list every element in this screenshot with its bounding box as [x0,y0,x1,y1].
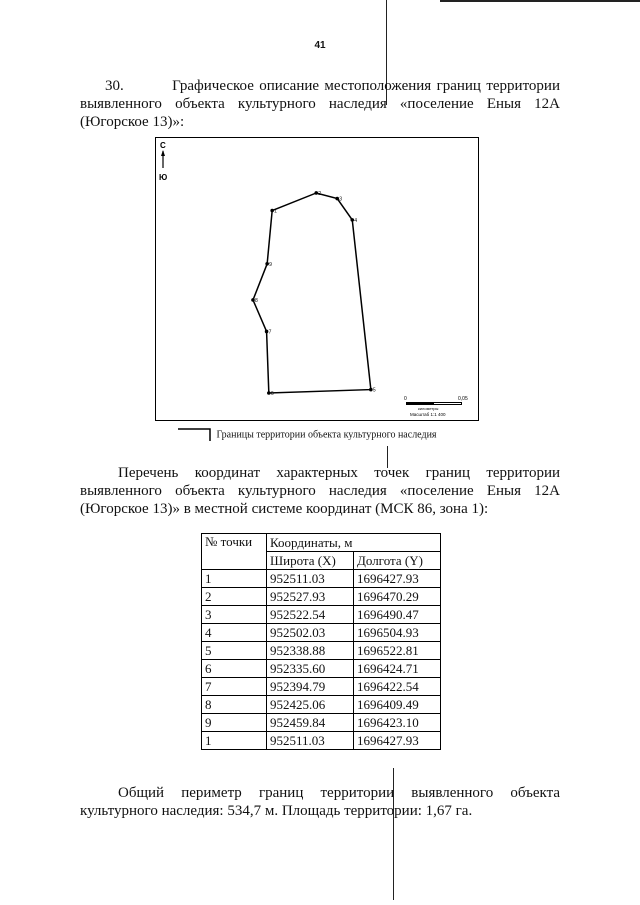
table-row [202,660,441,678]
lon-cell: 1696409.49 [354,696,441,714]
table-header-row [202,534,441,552]
section-number: 30. [105,78,124,94]
lon-cell: 1696470.29 [354,588,441,606]
point-label: 9 [269,261,272,268]
point-cell: 5 [202,642,267,660]
point-label: 8 [255,297,258,304]
lat-cell: 952335.60 [267,660,354,678]
point-label: 5 [372,387,376,394]
lat-cell: 952338.88 [267,642,354,660]
table-row [202,642,441,660]
table-body [202,570,441,750]
lat-cell: 952511.03 [267,732,354,750]
point-label: 6 [270,391,274,397]
map-legend [178,428,437,442]
top-right-rule [440,0,640,2]
lon-cell: 1696423.10 [354,714,441,732]
point-cell: 1 [202,570,267,588]
point-cell: 9 [202,714,267,732]
col-point-header: № точки [202,534,267,570]
section-heading [80,77,560,131]
point-label: 1 [274,208,277,215]
scale-start: 0 [404,396,407,402]
legend-text: Границы территории объекта культурного наследия [216,429,437,441]
summary [80,784,560,820]
col-lon-header: Долгота (Y) [354,552,441,570]
coordinates-table [201,533,441,750]
lat-cell: 952459.84 [267,714,354,732]
south-label: Ю [159,173,168,182]
col-lat-header: Широта (X) [267,552,354,570]
lat-cell: 952502.03 [267,624,354,642]
summary-line-2: культурного наследия: 534,7 м. Площадь территории: 1,67 га. [80,803,473,819]
coords-intro-line-1: Перечень координат характерных точек границ территории [118,465,560,481]
table-row [202,714,441,732]
table-row [202,732,441,750]
north-label: С [160,141,166,150]
table-row [202,696,441,714]
lon-cell: 1696424.71 [354,660,441,678]
lon-cell: 1696422.54 [354,678,441,696]
lon-cell: 1696522.81 [354,642,441,660]
map-canvas [156,138,478,420]
lon-cell: 1696490.47 [354,606,441,624]
lat-cell: 952425.06 [267,696,354,714]
boundary-line [253,190,371,393]
scale-bar-half [434,403,461,404]
point-label: 3 [339,196,343,203]
point-label: 7 [268,329,272,336]
point-label: 4 [354,217,358,224]
lat-cell: 952394.79 [267,678,354,696]
table-row [202,570,441,588]
point-cell: 7 [202,678,267,696]
lon-cell: 1696427.93 [354,732,441,750]
heading-line-3: (Югорское 13)»: [80,114,185,130]
heading-line-2: выявленного объекта культурного наследия «поселение Еныя 12А [80,96,560,112]
heading-line-1: 30. Графическое описание местоположения границ территории [105,78,560,94]
point-cell: 6 [202,660,267,678]
coords-intro-line-2: выявленного объекта культурного наследия «поселение Еныя 12А [80,483,560,499]
scale-unit: километры [418,406,439,411]
point-cell: 1 [202,732,267,750]
point-cell: 2 [202,588,267,606]
point-cell: 8 [202,696,267,714]
scale-end: 0,05 [458,396,468,402]
table-row [202,588,441,606]
point-cell: 4 [202,624,267,642]
legend-line-symbol [178,428,214,442]
north-arrow-head [161,150,165,156]
lon-cell: 1696427.93 [354,570,441,588]
table-row [202,624,441,642]
summary-line-1: Общий периметр границ территории выявленного объекта [118,785,560,801]
point-cell: 3 [202,606,267,624]
table-row [202,606,441,624]
coords-intro-line-3: (Югорское 13)» в местной системе координат (МСК 86, зона 1): [80,501,489,517]
scale-text: Масштаб 1:1 400 [410,412,446,417]
point-label: 2 [318,190,322,197]
lat-cell: 952522.54 [267,606,354,624]
page-number: 41 [314,40,326,51]
lat-cell: 952511.03 [267,570,354,588]
boundary-polygon [251,191,376,397]
boundary-map [155,137,479,421]
table-row [202,678,441,696]
lon-cell: 1696504.93 [354,624,441,642]
lat-cell: 952527.93 [267,588,354,606]
coords-intro [80,464,560,518]
col-coords-header: Координаты, м [267,534,441,552]
